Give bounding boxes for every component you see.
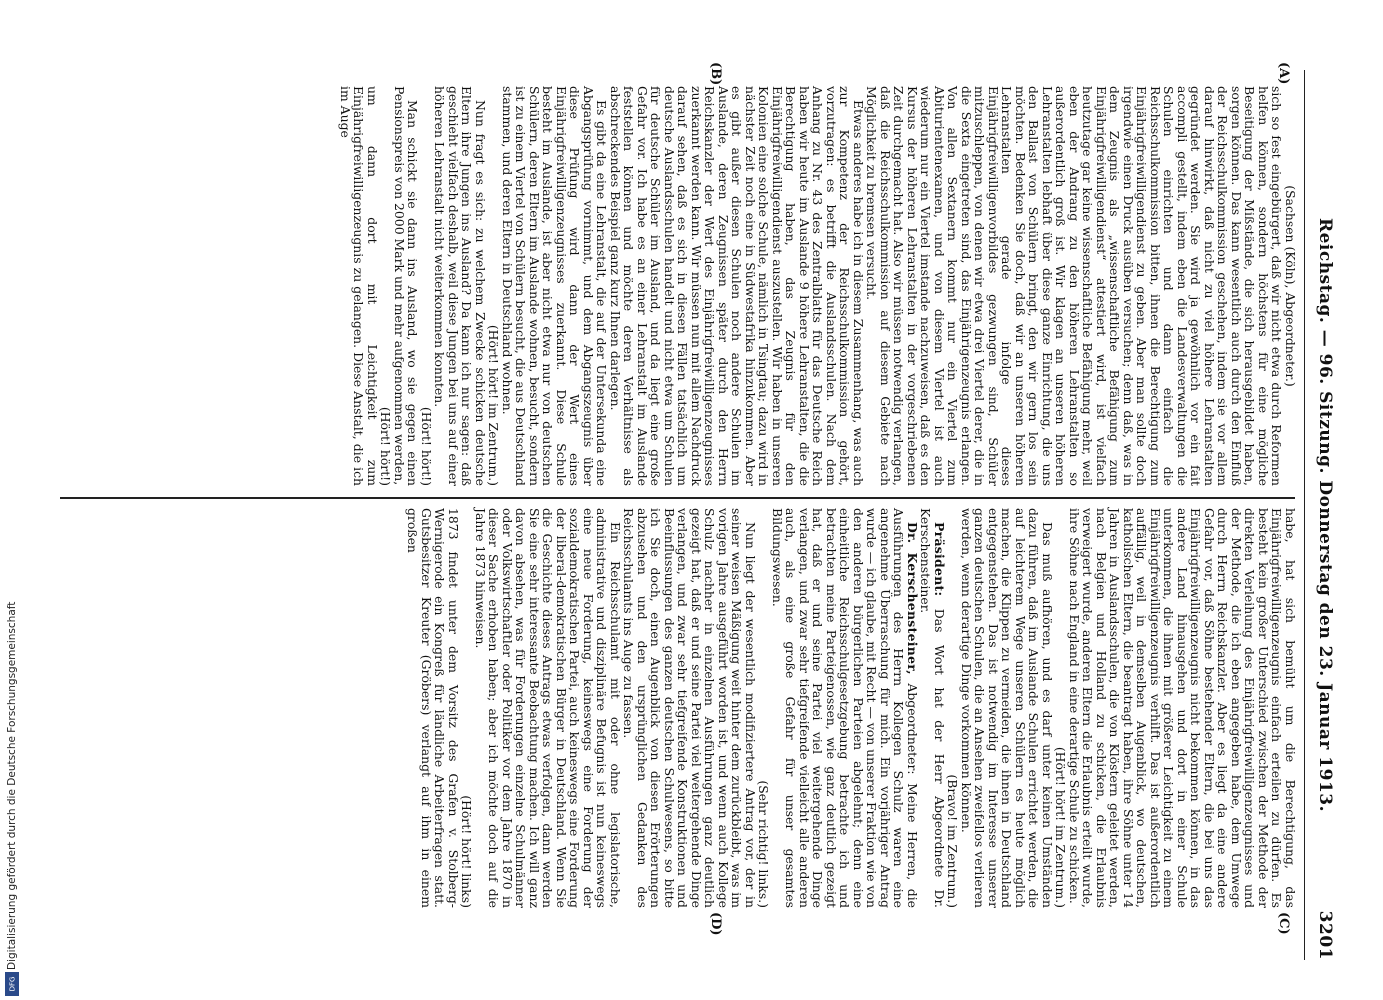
interjection: (Sehr richtig! links.)	[756, 780, 772, 908]
speech-text: Abgeordneter: Meine Herren, die Ausführungen des Herrn Kollegen Schulz waren eine angenehme Überraschung für mich. Ein vorjähriger Antrag wurde — ich glaube, mit Recht — von unserer Fraktion wie von den anderen bürgerlichen Parteien abgelehnt; denn eine einheitliche Reichsschulgesetzgebung betrachte ich und betrachten meine Parteigenossen, wie ganz deutlich gezeigt hat, daß er und seine Partei viel weitergehende Dinge verlangen, und zwar sehr tiefgreifende vielleicht alle anderen auch, als eine große Gefahr für unser gesamtes Bildungswesen.	[770, 508, 920, 908]
margin-mark-c: (C)	[1276, 912, 1291, 935]
interjection: (Hört! hört!)	[419, 406, 434, 486]
margin-mark-b: (B)	[708, 62, 723, 86]
page-title: Reichstag. — 96. Sitzung. Donnerstag den 23. Januar 1913.	[1315, 217, 1335, 813]
dfg-logo: DFG	[5, 972, 19, 996]
margin-mark-a: (A)	[1276, 62, 1291, 85]
paragraph: Etwas anderes habe ich in diesem Zusammenhang, was auch zur Kompetenz der Reichsschulkommission gehört, vorzutragen: es betrifft die Auslandsschulen. Nach dem Anhang zu Nr. 43 des Zentralblatts für das Deutsche Reich haben wir heute im Auslande 9 höhere Lehranstalten, die die Berechtigung haben, das Zeugnis für den Einjährigfreiwilligendienst auszustellen. Wir haben in unseren Kolonien eine solche Schule, nämlich in Tsingtau; dazu wird in nächster Zeit noch eine in Südwestafrika hinzukommen. Aber es gibt außer diesen Schulen noch andere Schulen im Auslande, deren Zeugnissen später durch den Herrn Reichskanzler der Wert des Einjährigfreiwilligenzeugnisses zuerkannt werden kann. Wir müssen nun mit allem Nachdruck darauf sehen, daß es sich in diesen Fällen tatsächlich um deutsche Auslandsschulen handelt und nicht etwa um Schulen für deutsche Schüler im Ausland, und da liegt eine große Gefahr vor. Ich habe es an einer Lehranstalt im Auslande feststellen können und möchte deren Verhältnisse als abschreckendes Beispiel ganz kurz Ihnen darlegen.	[608, 86, 866, 486]
president-paragraph	[919, 508, 946, 908]
paragraph: Nun liegt der wesentlich modifiziertere Antrag vor, der in seiner weisen Mäßigung weit hinter dem zurückbleibt, was im vorigen Jahre ausgeführt worden ist, und wenn auch Kollege Schulz nachher in einzelnen Ausführungen ganz deutlich gezeigt hat, daß er und seine Partei viel weitergehende Dinge verlangen, und zwar sehr tiefgreifende Konstruktionen und Beeinflussungen des ganzen deutschen Schulwesens, so bitte ich Sie doch, einen Augenblick von diesen Erörterungen abzusehen und den ursprünglichen Gedanken des Reichsschulamts ins Auge zu fassen.	[621, 508, 758, 908]
speaker-paragraph	[771, 508, 920, 908]
paragraph: Das muß aufhören, und es darf unter keinen Umständen dazu führen, daß im Auslande Schulen errichtet werden, die auf leichterem Wege unseren Schülern es heute möglich machen, die Klippen zu vermeiden, die ihnen in Deutschland entgegenstehen. Das ist notwendig im Interesse unserer ganzen deutschen Schulen, die an Ansehen zweifellos verlieren werden, wenn derartige Dinge vorkommen können.	[959, 508, 1055, 908]
interjection: (Bravo! im Zentrum.)	[945, 774, 961, 908]
paragraph: sich so fest eingebürgert, daß wir nicht etwa durch Reformen helfen können, sondern höchstens für eine mögliche Beseitigung der Mißstände, die sich herausgebildet haben, sorgen können. Das kann wesentlich auch durch den Einfluß der Reichsschulkommission geschehen, indem sie vor allem darauf hinwirkt, daß nicht zu viel höhere Lehranstalten gegründet werden. Sie wird ja gewöhnlich vor ein fait accompli gestellt, indem eben die Landesverwaltungen die Schulen einrichten und dann einfach die Reichsschulkommission bitten, ihnen die Berechtigung zum Einjährigfreiwilligendienst zu geben. Aber man sollte doch irgendwie einen Druck ausüben versuchen; denn daß, was in dem Zeugnis als „wissenschaftliche Befähigung zum Einjährigfreiwilligendienst“ attestiert wird, ist vielfach heutzutage gar keine wissenschaftliche Befähigung mehr, weil eben der Andrang zu den höheren Lehranstalten so außerordentlich groß ist. Wir klagen an unseren höheren Lehranstalten lebhaft über diese ganze Einrichtung, die uns den Ballast von Schülern bringt, den wir gern los sein möchten. Bedenken Sie doch, daß wir an unseren höheren Lehranstalten gerade infolge dieses Einjährigfreiwilligenvorbildes gezwungen sind, Schüler mitzuschleppen, von denen wir etwa drei Viertel derer, die in die Sexta eingetreten sind, das Einjährigenzeugnis erlangen. Von allen Sextanern kommt nur ein Viertel zum Abiturientenexamen, und von diesem Viertel ist auch wiederum nur ein Viertel imstande nachzuweisen, daß es den Kursus der höheren Lehranstalten in der vorgeschriebenen Zeit durchgemacht hat. Also wir müssen notwendig verlangen, daß die Reichsschulkommission auf diesem Gebiete nach Möglichkeit zu bremsen versucht.	[864, 86, 1285, 486]
interjection: (Hört! hört! im Zentrum.)	[486, 324, 502, 486]
header-rule	[1304, 70, 1305, 960]
paragraph: 1873 findet unter dem Vorsitz des Grafen v. Stolberg-Wernigerode ein Kongreß für ländliche Arbeiterfragen statt. Gutsbesitzer Kreuter (Gröbers) verlangt auf ihm in einem großen	[405, 508, 461, 908]
paragraph: Nun fragt es sich: zu welchem Zwecke schicken deutsche Eltern ihre Jungen ins Ausland? Da kann ich nur sagen: daß geschieht vielfach deshalb, weil diese Jungen bei uns auf einer höheren Lehranstalt nicht weiterkommen konnten.	[432, 86, 488, 486]
speaker-label: Präsident:	[932, 522, 947, 597]
margin-mark-d: (D)	[708, 912, 723, 936]
interjection: (Hört! hört! im Zentrum.)	[1053, 746, 1069, 908]
interjection: (Hört! hört!)	[378, 406, 394, 486]
paragraph: um dann dort mit Leichtigkeit zum Einjährigfreiwilligenzeugnis zu gelangen. Diese Anstalt, die ich im Auge	[338, 86, 380, 486]
speech-text: Das Wort hat der Herr Abgeordnete Dr. Kerschensteiner.	[918, 508, 947, 908]
paragraph: habe, hat sich bemüht um die Berechtigung, das Einjährigfreiwilligenzeugnis einfach erteilen zu dürfen. Es besteht kein großer Unterschied zwischen der Methode der direkten Verleihung des Einjährigfreiwilligenzeugnisses und der Methode, die ich eben angegeben habe, dem Umwege durch Herrn Reichskanzler. Aber es liegt da eine andere Gefahr vor, daß Söhne bestehender Eltern, die bei uns das Einjährigfreiwilligenzeugnis nicht bekommen können, in das andere Land hinausgehen und dort in einer Schule unterkommen, die ihnen mit größerer Leichtigkeit zu einem Einjährigfreiwilligenzeugnis verhilft. Das ist außerordentlich auffällig, weil in demselben Augenblick, wo deutschen, katholischen Eltern, die beantragt haben, ihre Söhne unter 14 Jahren in Auslandsschulen, die von Klöstern geleitet werden, nach Belgien und Holland zu schicken, die Erlaubnis verweigert wurde, anderen Eltern die Erlaubnis erteilt wurde, ihre Söhne nach England in eine derartige Schule zu schicken.	[1067, 508, 1298, 908]
interjection: (Hört! hört! links)	[459, 795, 475, 908]
page-header	[1305, 70, 1335, 960]
speaker-label: Dr. Kerschensteiner,	[905, 522, 920, 675]
left-column	[339, 86, 1298, 486]
page-number: 3201	[1315, 910, 1335, 960]
column-divider	[60, 497, 1295, 499]
paragraph: Man schickt sie dann ins Ausland, wo sie gegen einen Pensionspreis von 2000 Mark und mehr aufgenommen werden,	[392, 86, 421, 486]
paragraph: Es gibt da eine Lehranstalt, die auf der Untersekunda eine Abgangsprüfung vornimmt, und dem Abgangszeugnis über diese Prüfung wird dann der Wert eines Einjährigfreiwilligenzeugnisses zuerkannt. Diese Schule besteht im Auslande, ist aber nicht etwa nur von deutschen Schülern, deren Eltern im Auslande wohnen, besucht, sondern ist zu einem Viertel von Schülern besucht, die aus Deutschland stammen, und deren Eltern in Deutschland wohnen.	[500, 86, 610, 486]
credit-text: Digitalisierung gefördert durch die Deutsche Forschungsgemeinschaft	[6, 601, 18, 970]
paragraph: Ein Reichsschulamt mit oder ohne legislatorische, administrative und disziplinäre Befugnis ist nun keineswegs eine neue Forderung, keineswegs eine Forderung der sozialdemokratischen Partei, auch keineswegs eine Forderung der liberal-demokratischen Bürger in Deutschland. Wenn Sie die Geschichte dieses Antrags etwas verfolgen, dann werden Sie eine sehr interessante Beobachtung machen. Ich will ganz davon absehen, was für Forderungen einzelne Schulmänner oder Volkswirtschaftler oder Politiker vor dem Jahre 1870 in dieser Sache erhoben haben; aber ich möchte doch auf die Jahre 1873 hinweisen.	[473, 508, 623, 908]
right-column	[406, 508, 1297, 908]
speaker-line: (Sachsen (Köln), Abgeordneter.)	[1283, 185, 1298, 387]
